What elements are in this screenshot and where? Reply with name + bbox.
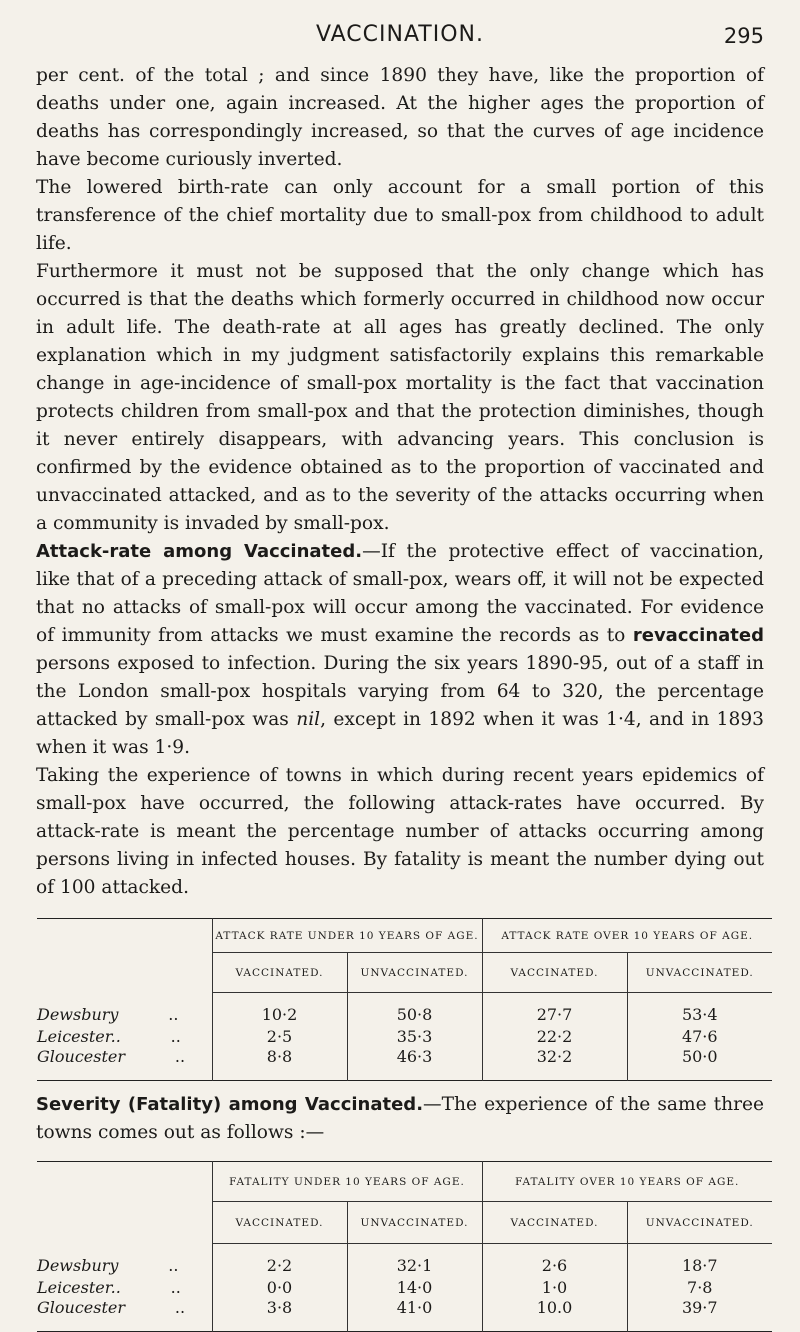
value-cell: 10.0 xyxy=(482,1298,627,1332)
attack-over-10-header: ATTACK RATE OVER 10 YEARS OF AGE. xyxy=(482,919,772,953)
paragraph-1: per cent. of the total ; and since 1890 they have, like the proportion of deaths under one, again increased. At the higher ages the proportion of deaths has correspondingly increased, so that the curves of age incidence have become curiously inverted. xyxy=(36,65,764,170)
value-cell: 2·6 xyxy=(482,1244,627,1278)
severity-text: —The experience of the same three towns comes out as follows :— xyxy=(36,1094,764,1143)
value-cell: 46·3 xyxy=(347,1047,482,1081)
revaccinated-term: revaccinated xyxy=(632,625,764,646)
fatality-table xyxy=(37,1161,772,1332)
attack-text-c: , except in 1892 when it was 1·4, and in 1893 when it was 1·9. xyxy=(36,709,765,758)
value-cell: 14·0 xyxy=(347,1278,482,1298)
value-cell: 7·8 xyxy=(627,1278,772,1298)
town-name: Leicester.. xyxy=(37,1278,121,1297)
col-vaccinated: VACCINATED. xyxy=(482,953,627,993)
leader-dots: .. xyxy=(170,1027,181,1046)
value-cell: 18·7 xyxy=(627,1244,772,1278)
value-cell: 1·0 xyxy=(482,1278,627,1298)
value-cell: 10·2 xyxy=(212,993,347,1027)
paragraph-2: The lowered birth-rate can only account for a small portion of this transference of the chief mortality due to small-pox from childhood to adult life. xyxy=(36,177,764,254)
page-header xyxy=(36,22,764,62)
town-name: Gloucester xyxy=(37,1046,126,1066)
table-row xyxy=(37,1047,772,1081)
col-vaccinated: VACCINATED. xyxy=(212,1202,347,1244)
col-unvaccinated: UNVACCINATED. xyxy=(347,953,482,993)
col-vaccinated: VACCINATED. xyxy=(212,953,347,993)
leader-dots: .. xyxy=(170,1278,181,1297)
attack-under-10-header: ATTACK RATE UNDER 10 YEARS OF AGE. xyxy=(212,919,482,953)
value-cell: 27·7 xyxy=(482,993,627,1027)
value-cell: 8·8 xyxy=(212,1047,347,1081)
col-unvaccinated: UNVACCINATED. xyxy=(627,953,772,993)
value-cell: 50·0 xyxy=(627,1047,772,1081)
taking-paragraph: Taking the experience of towns in which during recent years epidemics of small-pox have occurred, the following attack-rates have occurred. By attack-rate is meant the percentage number of attacks occurring among persons living in infected houses. By fatality is meant the number dying out of 100 attacked. xyxy=(36,765,764,898)
value-cell: 32·1 xyxy=(347,1244,482,1278)
value-cell: 2·5 xyxy=(212,1027,347,1047)
fatality-over-10-header: FATALITY OVER 10 YEARS OF AGE. xyxy=(482,1162,772,1202)
col-vaccinated: VACCINATED. xyxy=(482,1202,627,1244)
town-name: Leicester.. xyxy=(37,1027,121,1046)
attack-rate-table xyxy=(37,918,772,1081)
value-cell: 22·2 xyxy=(482,1027,627,1047)
value-cell: 32·2 xyxy=(482,1047,627,1081)
fatality-under-10-header: FATALITY UNDER 10 YEARS OF AGE. xyxy=(212,1162,482,1202)
paragraph-3: Furthermore it must not be supposed that the only change which has occurred is that the deaths which formerly occurred in childhood now occur in adult life. The death-rate at all ages has greatly declined. The only explanation which in my judgment satisfactorily explains this remarkable change in age-incidence of small-pox mortality is the fact that vaccination protects children from small-pox and that the protection diminishes, though it never entirely disappears, with advancing years. This conclusion is confirmed by the evidence obtained as to the proportion of vaccinated and unvaccinated attacked, and as to the severity of the attacks occurring when a community is invaded by small-pox. xyxy=(36,261,764,534)
leader-dots: .. xyxy=(174,1046,186,1066)
severity-heading: Severity (Fatality) among Vaccinated. xyxy=(36,1094,424,1115)
page-number: 295 xyxy=(723,24,764,48)
value-cell: 47·6 xyxy=(627,1027,772,1047)
attack-text-a: —If the protective effect of vaccination, like that of a preceding attack of small-pox, wears off, it will not be expected that no attacks of small-pox will occur among the vaccinated. For evidence of immunity from attacks we must examine the records as to xyxy=(36,541,764,646)
attack-rate-paragraph xyxy=(36,538,764,762)
nil-term: nil xyxy=(296,709,321,730)
table-row xyxy=(37,1298,772,1332)
table-row xyxy=(37,993,772,1027)
book-page xyxy=(36,22,764,1332)
town-name: Dewsbury xyxy=(37,1005,119,1024)
table-row xyxy=(37,1278,772,1298)
value-cell: 41·0 xyxy=(347,1298,482,1332)
value-cell: 50·8 xyxy=(347,993,482,1027)
attack-text-b: persons exposed to infection. During the six years 1890-95, out of a staff in the London small-pox hospitals varying from 64 to 320, the percentage attacked by small-pox was xyxy=(36,653,764,730)
leader-dots: .. xyxy=(174,1297,186,1317)
col-unvaccinated: UNVACCINATED. xyxy=(627,1202,772,1244)
value-cell: 3·8 xyxy=(212,1298,347,1332)
table-corner xyxy=(37,1162,212,1244)
value-cell: 35·3 xyxy=(347,1027,482,1047)
leader-dots: .. xyxy=(168,1256,179,1275)
value-cell: 0·0 xyxy=(212,1278,347,1298)
col-unvaccinated: UNVACCINATED. xyxy=(347,1202,482,1244)
town-name: Dewsbury xyxy=(37,1256,119,1275)
severity-paragraph xyxy=(36,1091,764,1147)
value-cell: 2·2 xyxy=(212,1244,347,1278)
table-row xyxy=(37,1027,772,1047)
running-title: VACCINATION. xyxy=(315,22,484,47)
value-cell: 53·4 xyxy=(627,993,772,1027)
value-cell: 39·7 xyxy=(627,1298,772,1332)
attack-rate-heading: Attack-rate among Vaccinated. xyxy=(36,541,363,562)
table-corner xyxy=(37,919,212,993)
table-row xyxy=(37,1244,772,1278)
town-name: Gloucester xyxy=(37,1297,126,1317)
leader-dots: .. xyxy=(168,1005,179,1024)
